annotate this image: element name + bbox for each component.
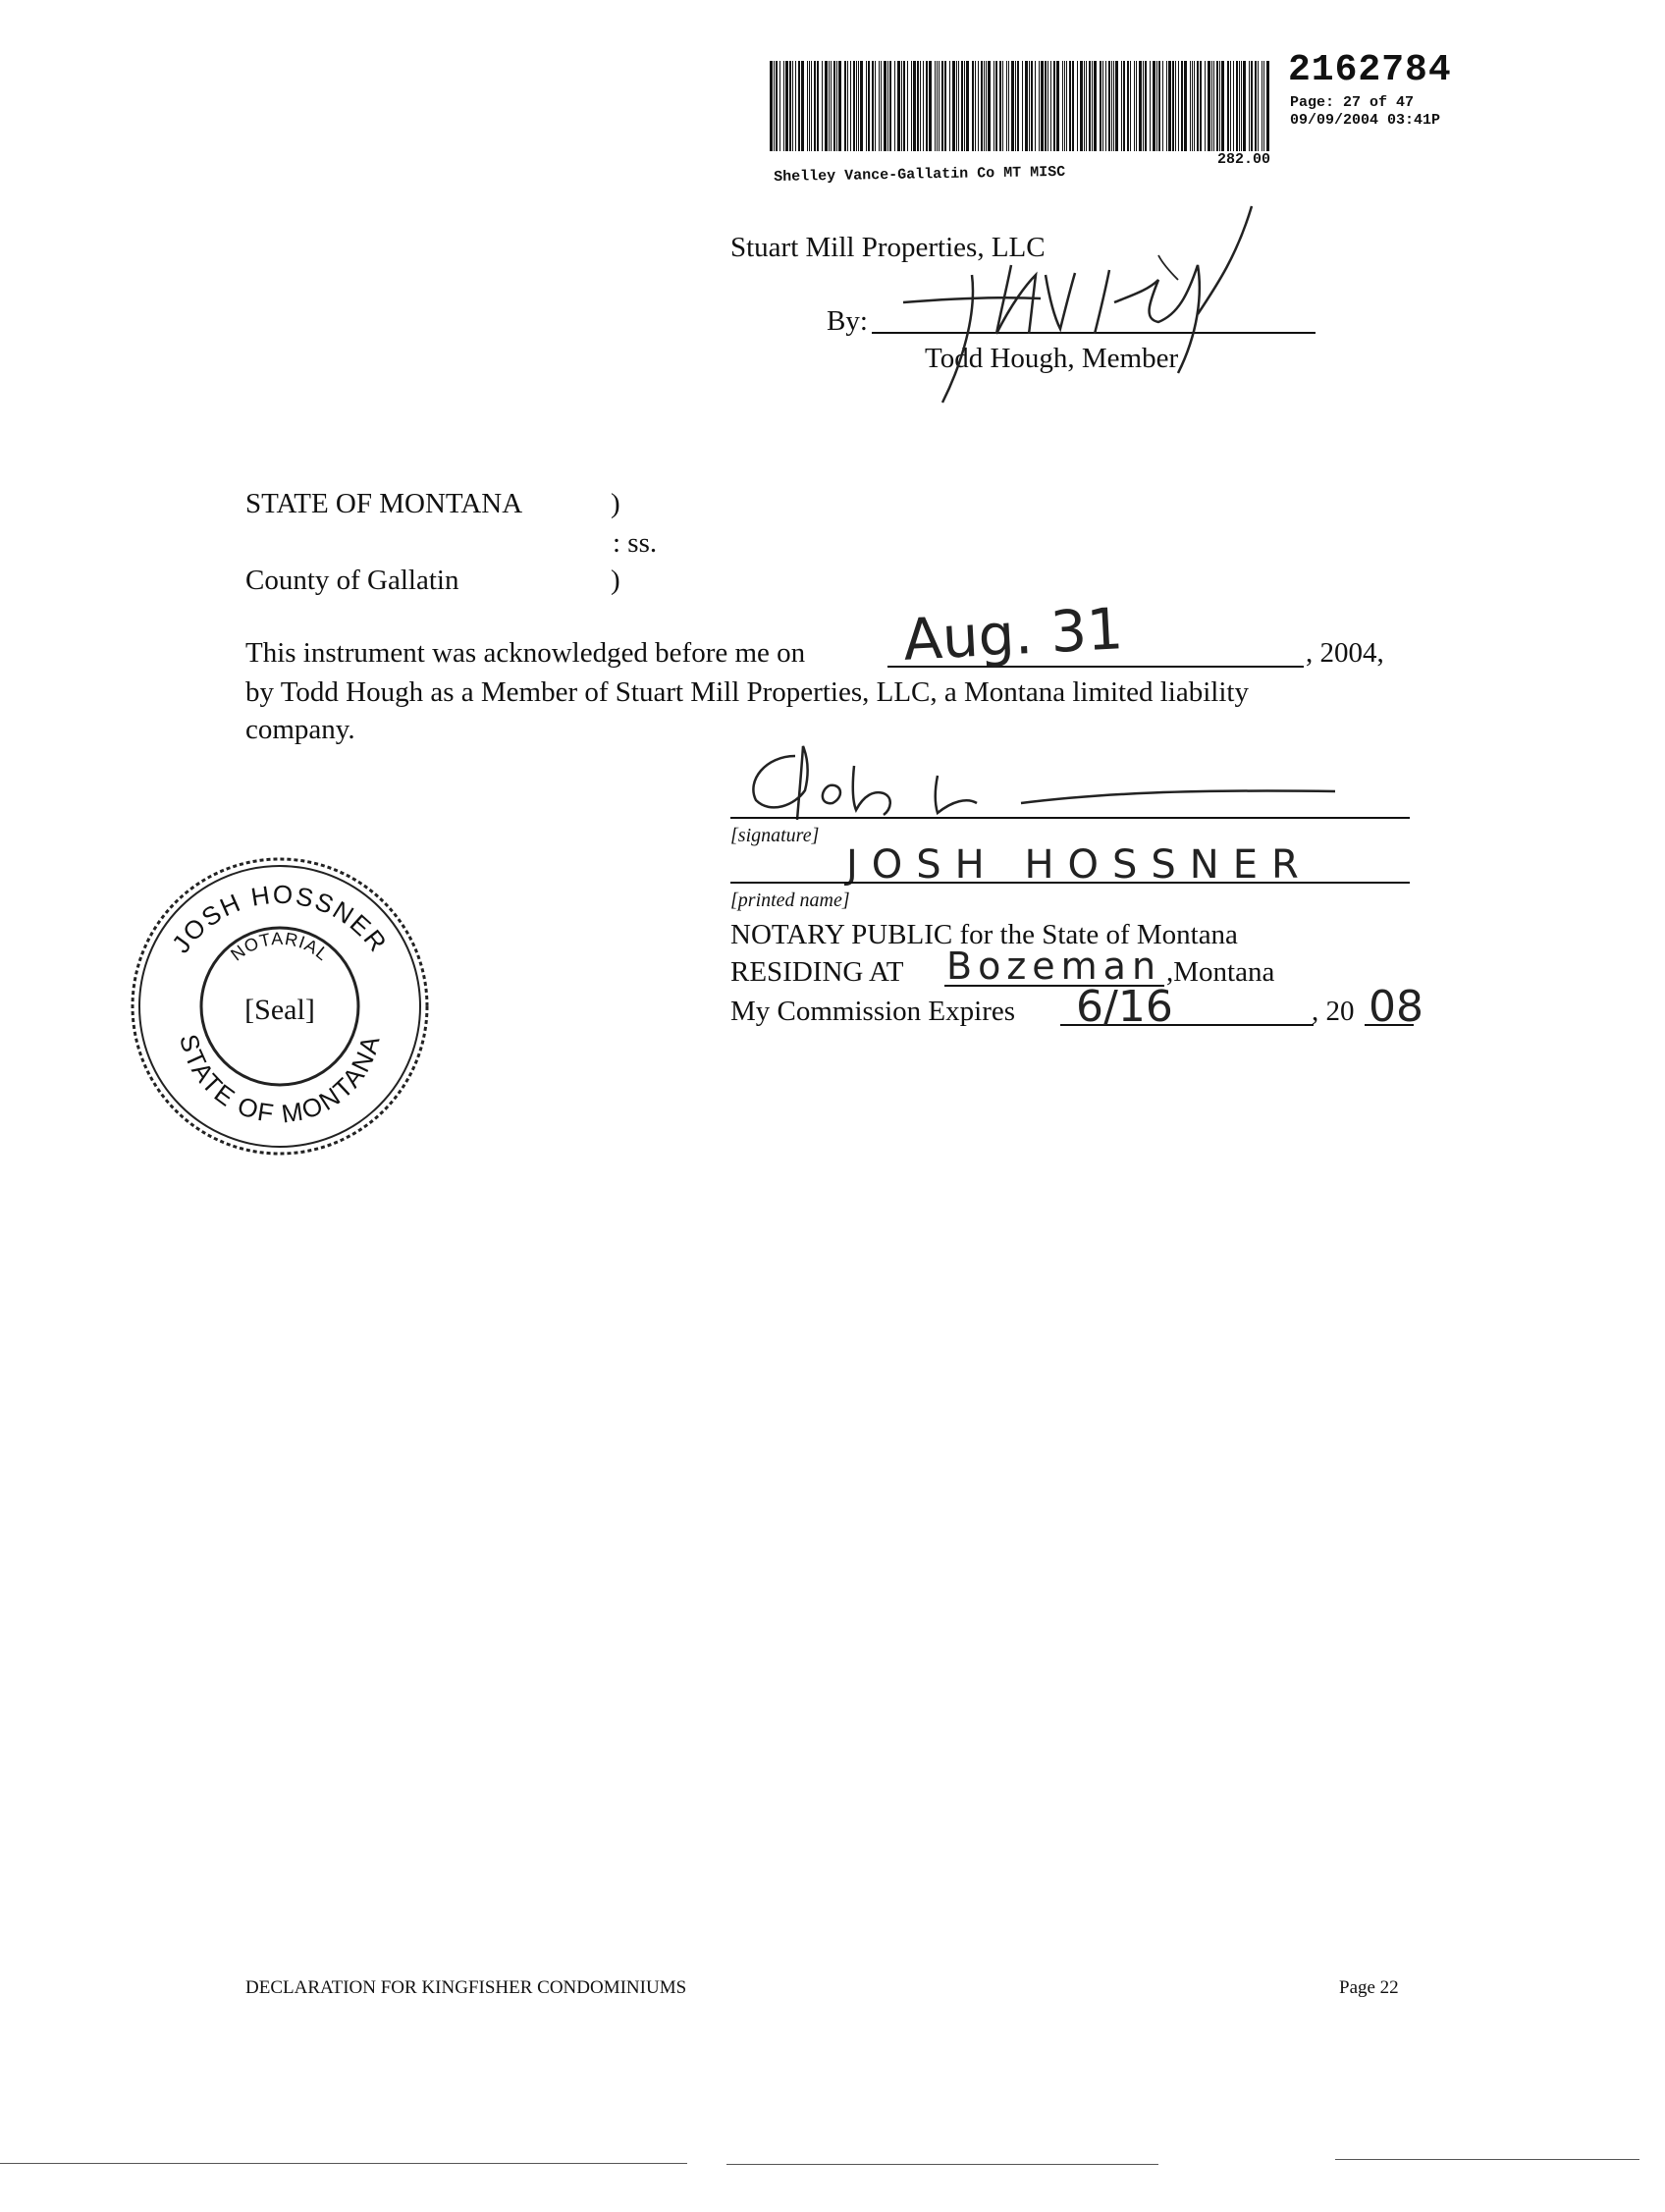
barcode-bar <box>783 61 784 151</box>
barcode-bar <box>1089 61 1091 151</box>
barcode-bar <box>1056 61 1059 151</box>
barcode-bar <box>881 61 882 151</box>
barcode-bar <box>858 61 859 151</box>
ack-line1-suffix: , 2004, <box>1306 637 1384 669</box>
barcode-bar <box>907 61 908 151</box>
barcode-bar <box>887 61 888 151</box>
barcode-bar <box>1113 61 1114 151</box>
residing-handwritten: Bozeman <box>946 944 1162 988</box>
barcode-bar <box>901 61 902 151</box>
barcode-bar <box>958 61 959 151</box>
ack-handwritten-date: Aug. 31 <box>901 595 1125 674</box>
barcode-bar <box>1181 61 1183 151</box>
barcode <box>768 61 1276 155</box>
barcode-bar <box>807 61 808 151</box>
ack-line1-prefix: This instrument was acknowledged before me on <box>245 637 806 669</box>
barcode-bar <box>1080 61 1083 151</box>
barcode-bar <box>889 61 891 151</box>
venue-paren-open: ) <box>611 488 620 519</box>
barcode-bar <box>884 61 886 151</box>
seal-inner: NOTARIAL <box>227 928 334 965</box>
barcode-bar <box>937 61 938 151</box>
barcode-bar <box>1035 61 1036 151</box>
barcode-bar <box>1139 61 1142 151</box>
barcode-bar <box>1041 61 1044 151</box>
barcode-bar <box>1115 61 1118 151</box>
barcode-bar <box>831 61 832 151</box>
barcode-bar <box>875 61 876 151</box>
barcode-bar <box>1200 61 1202 151</box>
barcode-bar <box>1249 61 1250 151</box>
seal-center: [Seal] <box>244 994 315 1026</box>
barcode-bar <box>1123 61 1125 151</box>
commission-year-handwritten: 08 <box>1369 982 1423 1032</box>
barcode-bar <box>809 61 810 151</box>
barcode-bar <box>822 61 823 151</box>
residing-prefix: RESIDING AT <box>730 956 904 988</box>
barcode-bar <box>935 61 936 151</box>
barcode-bar <box>939 61 940 151</box>
barcode-bar <box>1105 61 1106 151</box>
barcode-bar <box>897 61 900 151</box>
barcode-bar <box>1017 61 1019 151</box>
barcode-bar <box>964 61 965 151</box>
barcode-bar <box>1233 61 1234 151</box>
barcode-bar <box>798 61 800 151</box>
barcode-bar <box>981 61 983 151</box>
ack-line3: company. <box>245 714 355 745</box>
barcode-bar <box>1050 61 1051 151</box>
barcode-bar <box>1208 61 1210 151</box>
venue-ss: : ss. <box>613 527 658 559</box>
barcode-bar <box>1121 61 1122 151</box>
notary-printed-name: JOSH HOSSNER <box>846 842 1313 888</box>
barcode-bar <box>995 61 997 151</box>
barcode-bar <box>1258 61 1259 151</box>
barcode-bar <box>770 61 773 151</box>
footer-title: DECLARATION FOR KINGFISHER CONDOMINIUMS <box>245 1977 687 1998</box>
barcode-bar <box>913 61 916 151</box>
barcode-bar <box>836 61 837 151</box>
barcode-bar <box>1156 61 1157 151</box>
barcode-bar <box>1108 61 1110 151</box>
barcode-bar <box>856 61 857 151</box>
barcode-bar <box>1025 61 1028 151</box>
svg-text:STATE OF MONTANA <box>174 1031 386 1128</box>
barcode-bar <box>929 61 932 151</box>
barcode-bar <box>1190 61 1191 151</box>
barcode-bar <box>949 61 950 151</box>
barcode-bar <box>920 61 921 151</box>
barcode-bar <box>879 61 880 151</box>
notary-public-line: NOTARY PUBLIC for the State of Montana <box>730 919 1238 950</box>
printed-name-line <box>730 882 1410 884</box>
barcode-bar <box>1047 61 1048 151</box>
barcode-bar <box>975 61 976 151</box>
doc-number: 2162784 <box>1288 49 1452 91</box>
notary-signature-line <box>730 817 1410 819</box>
barcode-bar <box>1251 61 1253 151</box>
barcode-bar <box>868 61 870 151</box>
barcode-bar <box>1236 61 1238 151</box>
barcode-bar <box>972 61 974 151</box>
barcode-bar <box>776 61 778 151</box>
barcode-bar <box>1092 61 1093 151</box>
barcode-bar <box>847 61 848 151</box>
barcode-bar <box>1219 61 1220 151</box>
barcode-bar <box>838 61 841 151</box>
barcode-bar <box>1031 61 1033 151</box>
barcode-bar <box>1134 61 1135 151</box>
barcode-bar <box>1153 61 1155 151</box>
barcode-bar <box>1084 61 1085 151</box>
notary-seal <box>128 854 432 1159</box>
barcode-bar <box>1266 61 1269 151</box>
barcode-bar <box>1227 61 1229 151</box>
barcode-bar <box>1002 61 1003 151</box>
barcode-bar <box>1239 61 1240 151</box>
barcode-bar <box>1175 61 1176 151</box>
barcode-bar <box>952 61 955 151</box>
barcode-bar <box>1064 61 1065 151</box>
barcode-bar <box>789 61 791 151</box>
barcode-bar <box>866 61 867 151</box>
barcode-bar <box>1216 61 1218 151</box>
barcode-bar <box>1069 61 1071 151</box>
scan-edge-line-center <box>726 2164 1158 2165</box>
barcode-bar <box>923 61 924 151</box>
page-info: Page: 27 of 47 <box>1290 94 1415 111</box>
barcode-bar <box>1255 61 1257 151</box>
barcode-bar <box>1029 61 1030 151</box>
barcode-bar <box>1178 61 1179 151</box>
barcode-bar <box>833 61 835 151</box>
barcode-bar <box>853 61 855 151</box>
barcode-bar <box>1022 61 1023 151</box>
barcode-bar <box>1086 61 1087 151</box>
signer-title: Todd Hough, Member <box>925 343 1179 374</box>
barcode-bar <box>1127 61 1129 151</box>
barcode-bar <box>944 61 946 151</box>
barcode-bar <box>1136 61 1137 151</box>
barcode-bar <box>1243 61 1246 151</box>
barcode-bar <box>988 61 991 151</box>
barcode-bar <box>1094 61 1097 151</box>
barcode-bar <box>1102 61 1103 151</box>
barcode-bar <box>1241 61 1242 151</box>
barcode-bar <box>986 61 987 151</box>
commission-prefix: My Commission Expires <box>730 996 1016 1027</box>
barcode-bar <box>894 61 895 151</box>
barcode-bar <box>1062 61 1063 151</box>
barcode-bar <box>1150 61 1151 151</box>
barcode-bar <box>829 61 830 151</box>
barcode-bar <box>774 61 775 151</box>
venue-state: STATE OF MONTANA <box>245 488 523 519</box>
residing-suffix: ,Montana <box>1166 956 1275 988</box>
barcode-bar <box>1011 61 1014 151</box>
barcode-bar <box>956 61 957 151</box>
barcode-bar <box>1162 61 1163 151</box>
barcode-bar <box>1111 61 1112 151</box>
barcode-bar <box>1077 61 1078 151</box>
signature-label: [signature] <box>730 825 820 846</box>
barcode-bar <box>872 61 874 151</box>
barcode-bar <box>961 61 963 151</box>
barcode-bar <box>911 61 912 151</box>
barcode-bar <box>1184 61 1187 151</box>
venue-county: County of Gallatin <box>245 565 459 596</box>
barcode-bar <box>1053 61 1055 151</box>
printed-name-label: [printed name] <box>730 890 850 911</box>
todd-hough-signature <box>864 196 1355 412</box>
venue-paren-close: ) <box>611 565 620 596</box>
barcode-bar <box>785 61 788 151</box>
footer-page-number: Page 22 <box>1339 1977 1399 1998</box>
barcode-bar <box>1158 61 1160 151</box>
recording-fee: 282.00 <box>1217 151 1271 168</box>
company-name: Stuart Mill Properties, LLC <box>730 232 1046 263</box>
barcode-bar <box>903 61 905 151</box>
barcode-bar <box>999 61 1001 151</box>
barcode-bar <box>1172 61 1174 151</box>
barcode-bar <box>811 61 812 151</box>
scan-edge-line-left <box>0 2163 687 2164</box>
scan-edge-line-right <box>1335 2159 1639 2160</box>
barcode-bar <box>1213 61 1214 151</box>
barcode-bar <box>1211 61 1212 151</box>
barcode-bar <box>825 61 828 151</box>
barcode-bar <box>779 61 780 151</box>
barcode-bar <box>1072 61 1074 151</box>
barcode-bar <box>926 61 928 151</box>
recording-datetime: 09/09/2004 03:41P <box>1290 112 1441 129</box>
barcode-bar <box>1166 61 1167 151</box>
barcode-bar <box>1100 61 1101 151</box>
barcode-bar <box>817 61 819 151</box>
barcode-bar <box>1230 61 1231 151</box>
barcode-bar <box>795 61 796 151</box>
barcode-bar <box>966 61 969 151</box>
barcode-bar <box>1066 61 1067 151</box>
barcode-bar <box>1263 61 1264 151</box>
barcode-bar <box>801 61 804 151</box>
commission-handwritten: 6/16 <box>1076 982 1173 1032</box>
recorder-line: Shelley Vance-Gallatin Co MT MISC <box>774 163 1066 186</box>
barcode-bar <box>1192 61 1193 151</box>
barcode-bar <box>1205 61 1206 151</box>
barcode-bar <box>1168 61 1171 151</box>
barcode-bar <box>978 61 979 151</box>
commission-year-prefix: , 20 <box>1312 996 1355 1027</box>
ack-line2: by Todd Hough as a Member of Stuart Mill Properties, LLC, a Montana limited liability <box>245 676 1249 708</box>
barcode-bar <box>850 61 851 151</box>
barcode-bar <box>1015 61 1016 151</box>
barcode-bar <box>814 61 816 151</box>
barcode-bar <box>1130 61 1131 151</box>
barcode-bar <box>1039 61 1040 151</box>
barcode-bar <box>1006 61 1007 151</box>
seal-outer-bottom: STATE OF MONTANA <box>174 1031 386 1129</box>
barcode-bar <box>1143 61 1144 151</box>
barcode-bar <box>917 61 919 151</box>
barcode-bar <box>792 61 793 151</box>
notary-signature <box>726 736 1374 825</box>
barcode-bar <box>844 61 846 151</box>
barcode-bar <box>1194 61 1195 151</box>
barcode-bar <box>1045 61 1047 151</box>
svg-text:NOTARIAL <box>227 929 333 965</box>
barcode-bar <box>1145 61 1147 151</box>
barcode-bar <box>1008 61 1009 151</box>
barcode-bar <box>1221 61 1224 151</box>
by-label: By: <box>827 305 868 337</box>
barcode-bar <box>984 61 985 151</box>
barcode-bar <box>860 61 863 151</box>
seal-outer-top: JOSH HOSSNER <box>165 879 394 959</box>
barcode-bar <box>941 61 943 151</box>
barcode-bar <box>1197 61 1199 151</box>
